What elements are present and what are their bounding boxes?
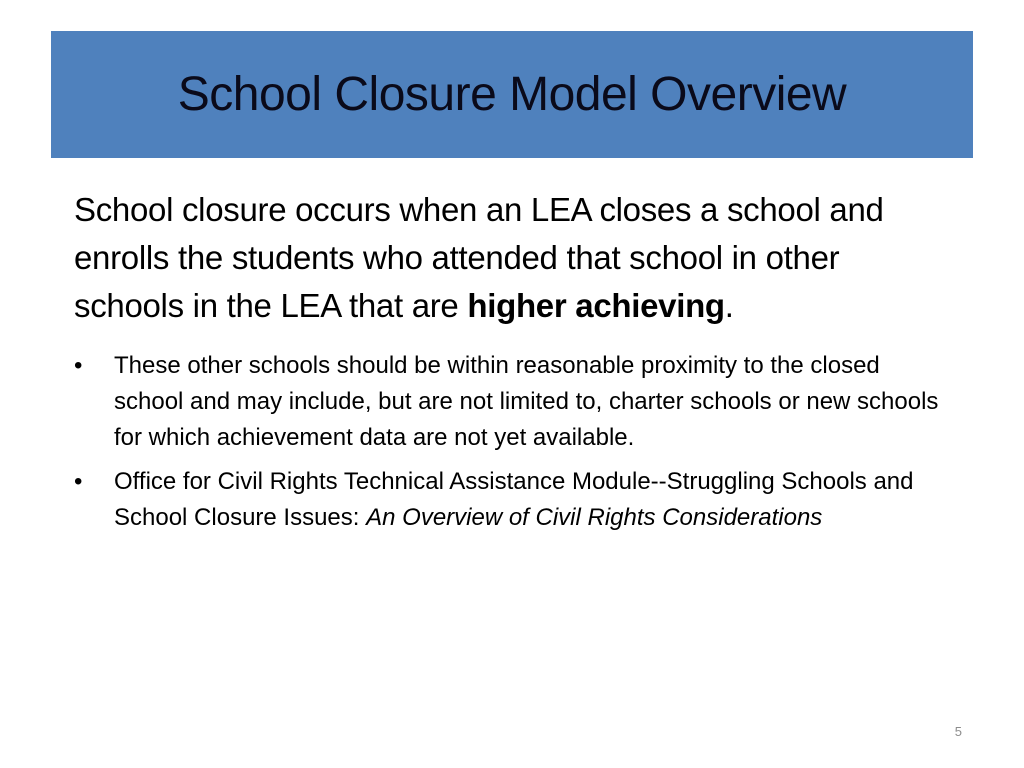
bullet-text: Office for Civil Rights Technical Assistance Module--Struggling Schools and School Closure Issues: — [114, 468, 914, 531]
bullet-item — [74, 348, 954, 456]
lead-text: School closure occurs when an LEA closes a school and enrolls the students who attended that school in other schools in the LEA that are — [74, 191, 884, 324]
lead-emphasis: higher achieving — [467, 287, 725, 324]
bullet-item — [74, 464, 954, 536]
bullet-marker: • — [74, 352, 83, 379]
slide-title: School Closure Model Overview — [177, 67, 847, 121]
bullet-italic-title: An Overview of Civil Rights Considerations — [366, 504, 823, 531]
bullet-text: These other schools should be within reasonable proximity to the closed school and may include, but are not limited to, charter schools or new schools for which achievement data are not yet available. — [114, 352, 939, 451]
bullet-list — [74, 348, 954, 536]
lead-paragraph — [74, 186, 954, 330]
title-bar — [51, 31, 973, 158]
slide-body — [74, 186, 954, 544]
lead-period: . — [724, 287, 734, 324]
page-number: 5 — [954, 724, 962, 739]
bullet-marker: • — [74, 468, 83, 495]
